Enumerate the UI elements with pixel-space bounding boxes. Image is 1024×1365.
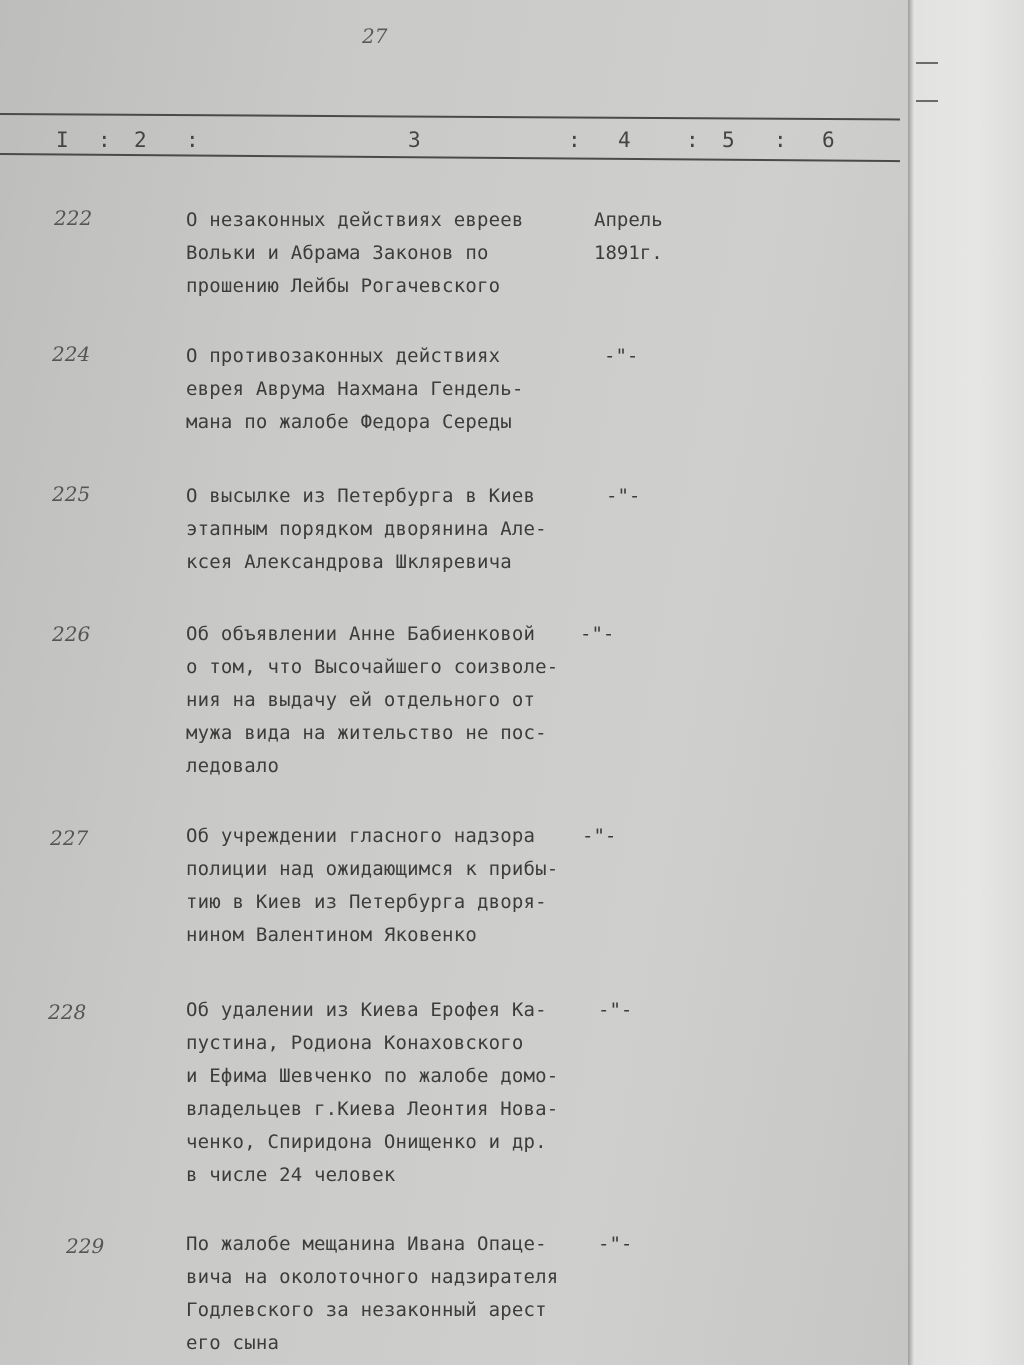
entry-line: этапным порядком дворянина Але- (186, 518, 547, 540)
column-separator: : (774, 128, 787, 152)
entry-line: По жалобе мещанина Ивана Опаце- (186, 1233, 547, 1255)
entry-number: 228 (48, 1000, 87, 1024)
next-page-edge (908, 0, 1024, 1365)
entry-date (598, 1228, 632, 1261)
header-rule-top (0, 113, 900, 120)
entry-line: владельцев г.Киева Леонтия Нова- (186, 1098, 559, 1120)
entry-description (186, 994, 558, 1192)
page-number: 27 (362, 24, 388, 48)
entry-line: О незаконных действиях евреев (186, 209, 524, 231)
entry-line: мана по жалобе Федора Середы (186, 411, 512, 433)
column-heading-1: I (56, 128, 69, 152)
entry-date (582, 820, 616, 853)
entry-number: 222 (54, 206, 93, 230)
entry-line: о том, что Высочайшего соизволе- (186, 656, 559, 678)
entry-number: 225 (52, 482, 91, 506)
entry-description (186, 618, 558, 783)
entry-line: прошению Лейбы Рогачевского (186, 275, 501, 297)
entry-number: 224 (52, 342, 91, 366)
entry-date-line: -"- (580, 623, 615, 645)
entry-date (606, 480, 640, 513)
column-heading-6: 6 (822, 128, 835, 152)
entry-number: 226 (52, 622, 91, 646)
entry-line: нином Валентином Яковенко (186, 924, 477, 946)
edge-mark (916, 100, 938, 102)
entry-date (594, 204, 663, 270)
entry-line: ксея Александрова Шкляревича (186, 551, 512, 573)
entry-date-line: 1891г. (594, 242, 663, 264)
edge-mark (916, 62, 938, 64)
column-separator: : (98, 128, 111, 152)
entry-date-line: -"- (598, 999, 633, 1021)
entry-description (186, 820, 558, 952)
entry-line: О противозаконных действиях (186, 345, 501, 367)
entry-line: Об удалении из Киева Ерофея Ка- (186, 999, 547, 1021)
entry-date (580, 618, 614, 651)
entry-line: мужа вида на жительство не пос- (186, 722, 547, 744)
entry-line: и Ефима Шевченко по жалобе домо- (186, 1065, 559, 1087)
entry-line: еврея Аврума Нахмана Гендель- (186, 378, 524, 400)
entry-description (186, 480, 547, 579)
entry-date (598, 994, 632, 1027)
entry-line: ния на выдачу ей отдельного от (186, 689, 536, 711)
entry-description (186, 204, 524, 303)
column-heading-4: 4 (618, 128, 631, 152)
entry-description (186, 340, 524, 439)
entry-line: в числе 24 человек (186, 1164, 396, 1186)
entry-line: вича на околоточного надзирателя (186, 1266, 559, 1288)
column-heading-5: 5 (722, 128, 735, 152)
entry-date-line: -"- (606, 485, 641, 507)
column-separator: : (186, 128, 199, 152)
entry-number: 227 (50, 826, 89, 850)
column-heading-2: 2 (134, 128, 147, 152)
entry-line: Об учреждении гласного надзора (186, 825, 536, 847)
entry-number: 229 (66, 1234, 105, 1258)
entry-line: тию в Киев из Петербурга дворя- (186, 891, 547, 913)
entry-description (186, 1228, 558, 1360)
entry-date-line: Апрель (594, 209, 663, 231)
entry-line: его сына (186, 1332, 280, 1354)
entry-line: ченко, Спиридона Онищенко и др. (186, 1131, 547, 1153)
column-heading-3: 3 (408, 128, 421, 152)
entry-date-line: -"- (582, 825, 617, 847)
entry-line: Об объявлении Анне Бабиенковой (186, 623, 536, 645)
entry-line: полиции над ожидающимся к прибы- (186, 858, 559, 880)
entry-date (604, 340, 638, 373)
header-rule-bottom (0, 153, 900, 162)
entry-line: Годлевского за незаконный арест (186, 1299, 547, 1321)
entry-date-line: -"- (598, 1233, 633, 1255)
column-separator: : (568, 128, 581, 152)
entry-line: пустина, Родиона Конаховского (186, 1032, 524, 1054)
entry-date-line: -"- (604, 345, 639, 367)
entry-line: О высылке из Петербурга в Киев (186, 485, 536, 507)
column-separator: : (686, 128, 699, 152)
entry-line: ледовало (186, 755, 280, 777)
entry-line: Вольки и Абрама Законов по (186, 242, 489, 264)
